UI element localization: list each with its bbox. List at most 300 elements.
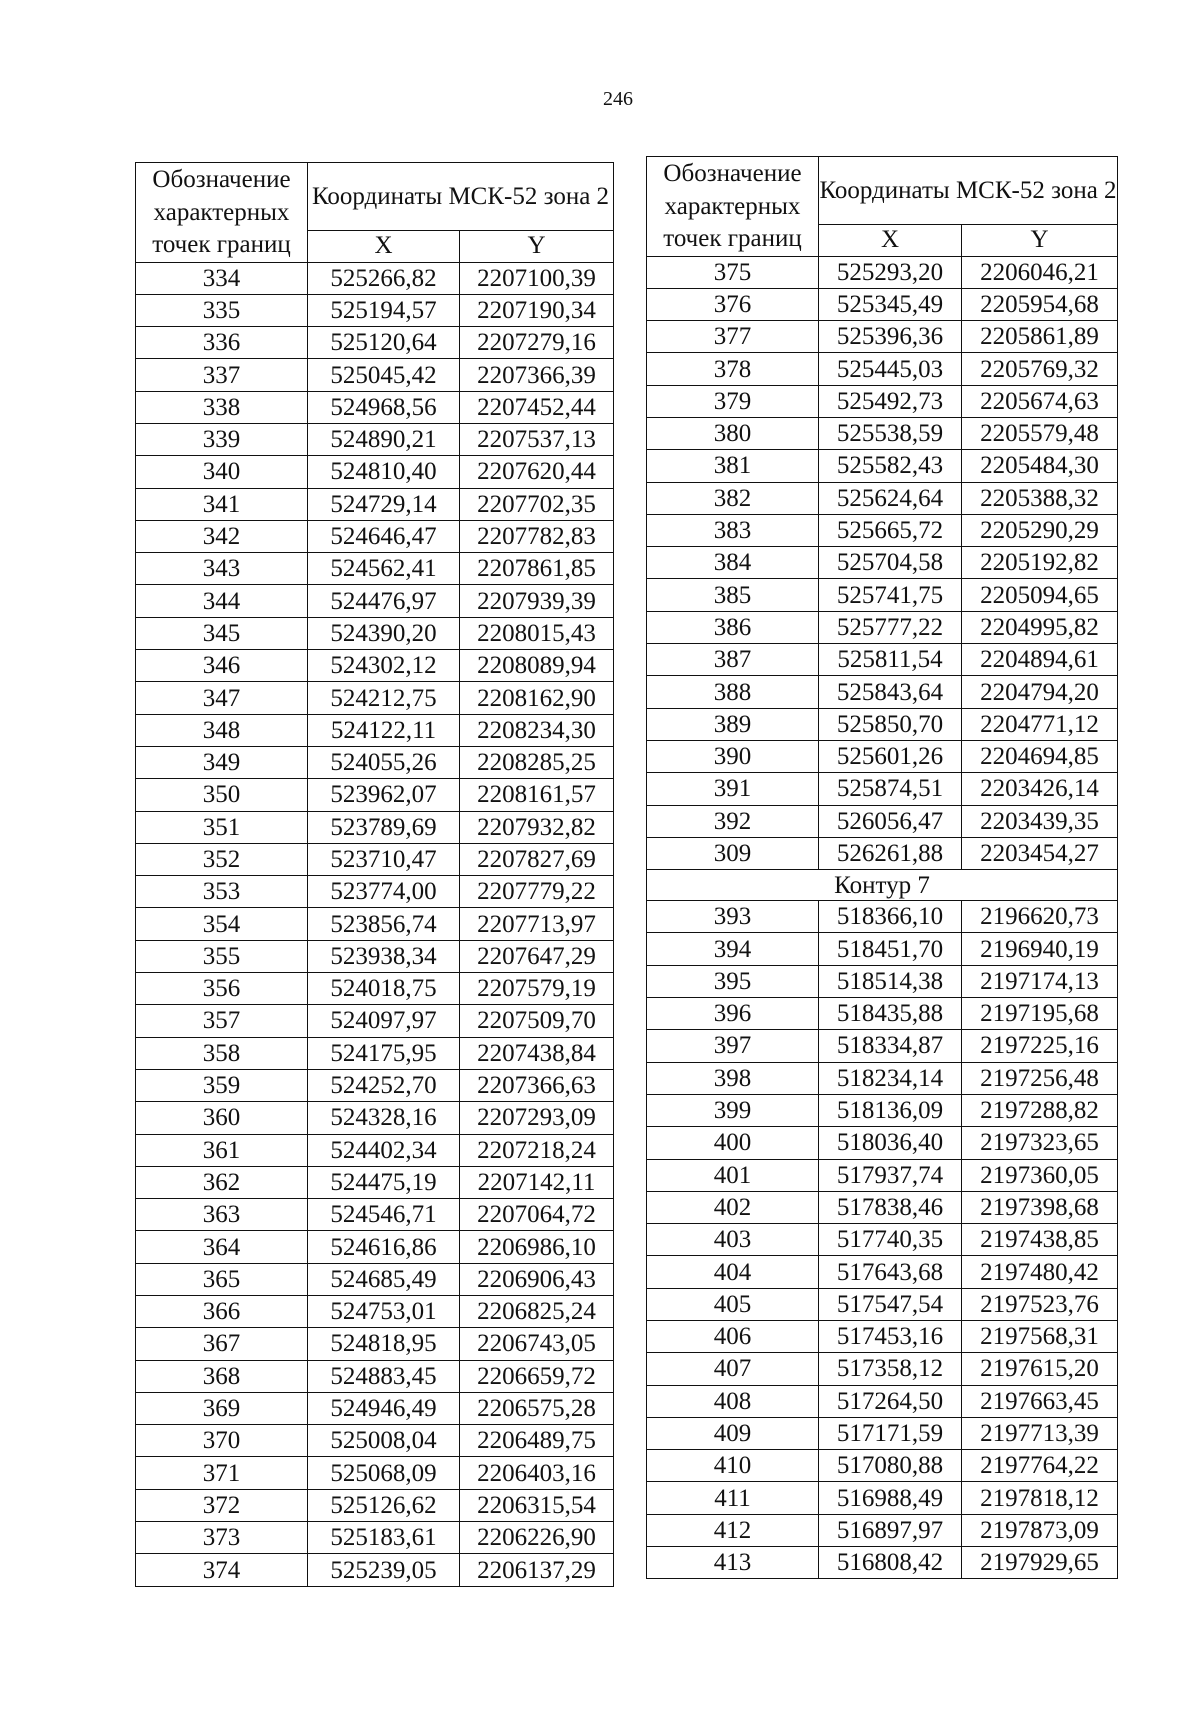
coord-x: 516808,42 [819,1547,962,1579]
coord-y: 2207452,44 [460,391,614,423]
point-number: 413 [647,1547,819,1579]
coord-x: 525624,64 [819,482,962,514]
coord-x: 518451,70 [819,933,962,965]
coord-x: 518136,09 [819,1094,962,1126]
table-row [136,1457,614,1489]
coord-y: 2207647,29 [460,940,614,972]
coord-x: 525874,51 [819,773,962,805]
coord-x: 523856,74 [308,908,460,940]
coord-x: 518366,10 [819,901,962,933]
coord-x: 525777,22 [819,611,962,643]
coord-x: 524646,47 [308,520,460,552]
table-row [647,1288,1118,1320]
table-row [647,1062,1118,1094]
coord-y: 2206403,16 [460,1457,614,1489]
point-number: 335 [136,294,308,326]
coord-y: 2197323,65 [962,1127,1118,1159]
coord-y: 2207939,39 [460,585,614,617]
table-row [136,1425,614,1457]
coord-y: 2204995,82 [962,611,1118,643]
coord-y: 2197288,82 [962,1094,1118,1126]
table-row [136,746,614,778]
table-row [647,1030,1118,1062]
point-number: 351 [136,811,308,843]
table-row [136,1231,614,1263]
point-number: 309 [647,837,819,869]
coord-y: 2206046,21 [962,256,1118,288]
coord-y: 2197174,13 [962,965,1118,997]
point-number: 347 [136,682,308,714]
coord-y: 2207218,24 [460,1134,614,1166]
coordinates-table-left [135,162,614,1587]
table-row [136,1522,614,1554]
coord-x: 518435,88 [819,998,962,1030]
table-row [136,1134,614,1166]
coord-x: 526056,47 [819,805,962,837]
coord-x: 525665,72 [819,514,962,546]
coord-x: 524890,21 [308,423,460,455]
point-number: 399 [647,1094,819,1126]
coord-x: 516988,49 [819,1482,962,1514]
point-number: 341 [136,488,308,520]
coord-x: 525850,70 [819,708,962,740]
coord-x: 524390,20 [308,617,460,649]
header-designation: Обозначение характерных точек границ [647,157,819,257]
table-row [136,940,614,972]
table-row [647,837,1118,869]
point-number: 380 [647,417,819,449]
contour-row [647,870,1118,901]
coord-x: 517264,50 [819,1385,962,1417]
page-number: 246 [603,88,633,110]
table-row [647,644,1118,676]
coord-y: 2207579,19 [460,973,614,1005]
table-row [136,262,614,294]
header-col-y: Y [460,230,614,262]
coord-x: 524302,12 [308,650,460,682]
point-number: 361 [136,1134,308,1166]
coord-x: 518334,87 [819,1030,962,1062]
coord-y: 2197764,22 [962,1450,1118,1482]
coord-y: 2207438,84 [460,1037,614,1069]
table-row [647,805,1118,837]
table-row [647,1127,1118,1159]
table-row [136,520,614,552]
coord-x: 525811,54 [819,644,962,676]
point-number: 375 [647,256,819,288]
table-row [647,1385,1118,1417]
table-row [136,811,614,843]
point-number: 343 [136,553,308,585]
point-number: 336 [136,327,308,359]
table-row [136,908,614,940]
coord-x: 523962,07 [308,779,460,811]
point-number: 406 [647,1321,819,1353]
table-row [136,1489,614,1521]
coord-y: 2208015,43 [460,617,614,649]
table-row [647,1353,1118,1385]
point-number: 410 [647,1450,819,1482]
coord-x: 524328,16 [308,1102,460,1134]
coord-x: 525396,36 [819,321,962,353]
contour-section [647,870,1118,901]
coord-x: 525704,58 [819,547,962,579]
coord-y: 2206489,75 [460,1425,614,1457]
coord-y: 2207861,85 [460,553,614,585]
point-number: 382 [647,482,819,514]
table-row [647,965,1118,997]
coord-x: 526261,88 [819,837,962,869]
point-number: 383 [647,514,819,546]
table-body-right-a [647,256,1118,870]
table-row [647,514,1118,546]
point-number: 390 [647,740,819,772]
coord-x: 525345,49 [819,288,962,320]
coord-y: 2197818,12 [962,1482,1118,1514]
coord-x: 525194,57 [308,294,460,326]
point-number: 402 [647,1191,819,1223]
table-row [647,1094,1118,1126]
coord-y: 2197225,16 [962,1030,1118,1062]
coord-x: 525183,61 [308,1522,460,1554]
coord-x: 524968,56 [308,391,460,423]
table-row [647,901,1118,933]
point-number: 356 [136,973,308,1005]
coord-y: 2197929,65 [962,1547,1118,1579]
coord-y: 2207620,44 [460,456,614,488]
table-row [136,650,614,682]
coord-x: 517740,35 [819,1224,962,1256]
coord-y: 2207293,09 [460,1102,614,1134]
table-row [136,1005,614,1037]
coord-x: 518514,38 [819,965,962,997]
header-coords-title: Координаты МСК-52 зона 2 [308,163,614,231]
point-number: 396 [647,998,819,1030]
point-number: 353 [136,876,308,908]
coord-y: 2207100,39 [460,262,614,294]
point-number: 400 [647,1127,819,1159]
table-row [647,353,1118,385]
table-row [647,611,1118,643]
point-number: 408 [647,1385,819,1417]
coord-y: 2197523,76 [962,1288,1118,1320]
coord-y: 2208161,57 [460,779,614,811]
coord-x: 525582,43 [819,450,962,482]
coord-y: 2203426,14 [962,773,1118,805]
point-number: 398 [647,1062,819,1094]
coord-x: 524883,45 [308,1360,460,1392]
table-row [136,714,614,746]
coord-x: 524097,97 [308,1005,460,1037]
coord-x: 525266,82 [308,262,460,294]
coord-y: 2196620,73 [962,901,1118,933]
point-number: 401 [647,1159,819,1191]
coord-x: 517643,68 [819,1256,962,1288]
table-row [136,843,614,875]
coord-y: 2204771,12 [962,708,1118,740]
coord-y: 2207932,82 [460,811,614,843]
coord-x: 524122,11 [308,714,460,746]
point-number: 346 [136,650,308,682]
coord-y: 2197873,09 [962,1514,1118,1546]
coord-y: 2203454,27 [962,837,1118,869]
coord-y: 2207190,34 [460,294,614,326]
table-row [136,1199,614,1231]
point-number: 367 [136,1328,308,1360]
table-row [647,1159,1118,1191]
table-row [136,1360,614,1392]
table-row [647,256,1118,288]
point-number: 340 [136,456,308,488]
point-number: 394 [647,933,819,965]
coord-y: 2207702,35 [460,488,614,520]
coord-x: 523774,00 [308,876,460,908]
coord-y: 2206906,43 [460,1263,614,1295]
coord-y: 2208285,25 [460,746,614,778]
table-row [136,1166,614,1198]
coord-y: 2205192,82 [962,547,1118,579]
table-row [136,1554,614,1586]
point-number: 371 [136,1457,308,1489]
coord-x: 524018,75 [308,973,460,1005]
coord-y: 2205674,63 [962,385,1118,417]
header-col-y: Y [962,224,1118,256]
coord-y: 2206825,24 [460,1296,614,1328]
table-body-left [136,262,614,1586]
point-number: 372 [136,1489,308,1521]
table-row [136,1037,614,1069]
coord-y: 2206659,72 [460,1360,614,1392]
coord-y: 2203439,35 [962,805,1118,837]
table-row [136,553,614,585]
table-row [647,1450,1118,1482]
coord-y: 2205579,48 [962,417,1118,449]
table-row [136,585,614,617]
coord-x: 524212,75 [308,682,460,714]
point-number: 386 [647,611,819,643]
point-number: 388 [647,676,819,708]
point-number: 339 [136,423,308,455]
coord-x: 525126,62 [308,1489,460,1521]
coord-y: 2206226,90 [460,1522,614,1554]
coord-y: 2197360,05 [962,1159,1118,1191]
point-number: 404 [647,1256,819,1288]
coord-x: 523710,47 [308,843,460,875]
point-number: 349 [136,746,308,778]
coord-x: 525741,75 [819,579,962,611]
point-number: 403 [647,1224,819,1256]
point-number: 357 [136,1005,308,1037]
coord-y: 2204894,61 [962,644,1118,676]
point-number: 391 [647,773,819,805]
table-row [647,998,1118,1030]
point-number: 409 [647,1417,819,1449]
coord-x: 525293,20 [819,256,962,288]
coord-y: 2205954,68 [962,288,1118,320]
coord-y: 2196940,19 [962,933,1118,965]
coord-y: 2197256,48 [962,1062,1118,1094]
table-row [647,1321,1118,1353]
header-coords-title: Координаты МСК-52 зона 2 [819,157,1118,225]
point-number: 385 [647,579,819,611]
table-row [647,740,1118,772]
coord-x: 524252,70 [308,1069,460,1101]
coord-y: 2207366,63 [460,1069,614,1101]
table-row [136,876,614,908]
coord-y: 2207366,39 [460,359,614,391]
table-row [647,288,1118,320]
coord-y: 2206986,10 [460,1231,614,1263]
point-number: 344 [136,585,308,617]
table-row [136,1296,614,1328]
coord-y: 2207713,97 [460,908,614,940]
coord-y: 2207537,13 [460,423,614,455]
header-col-x: X [819,224,962,256]
coord-y: 2206137,29 [460,1554,614,1586]
point-number: 369 [136,1392,308,1424]
coord-y: 2206743,05 [460,1328,614,1360]
point-number: 393 [647,901,819,933]
coord-y: 2207782,83 [460,520,614,552]
coord-x: 524055,26 [308,746,460,778]
point-number: 407 [647,1353,819,1385]
coord-x: 524475,19 [308,1166,460,1198]
point-number: 338 [136,391,308,423]
table-row [136,1263,614,1295]
coord-y: 2197398,68 [962,1191,1118,1223]
coord-x: 518036,40 [819,1127,962,1159]
coord-x: 518234,14 [819,1062,962,1094]
coord-y: 2208234,30 [460,714,614,746]
coord-y: 2205388,32 [962,482,1118,514]
coord-y: 2204694,85 [962,740,1118,772]
point-number: 364 [136,1231,308,1263]
table-row [647,482,1118,514]
point-number: 334 [136,262,308,294]
point-number: 342 [136,520,308,552]
coord-x: 517838,46 [819,1191,962,1223]
table-row [136,682,614,714]
coord-y: 2207142,11 [460,1166,614,1198]
coord-y: 2207509,70 [460,1005,614,1037]
coord-y: 2197615,20 [962,1353,1118,1385]
table-row [647,579,1118,611]
point-number: 381 [647,450,819,482]
table-row [647,547,1118,579]
table-row [647,1191,1118,1223]
table-row [647,321,1118,353]
point-number: 360 [136,1102,308,1134]
coord-y: 2208162,90 [460,682,614,714]
coord-x: 517080,88 [819,1450,962,1482]
table-row [136,973,614,1005]
coord-x: 524616,86 [308,1231,460,1263]
coord-y: 2207779,22 [460,876,614,908]
point-number: 354 [136,908,308,940]
point-number: 345 [136,617,308,649]
coord-x: 525239,05 [308,1554,460,1586]
table-row [647,1256,1118,1288]
coord-y: 2205094,65 [962,579,1118,611]
coord-y: 2206575,28 [460,1392,614,1424]
point-number: 392 [647,805,819,837]
coord-x: 524546,71 [308,1199,460,1231]
point-number: 395 [647,965,819,997]
point-number: 370 [136,1425,308,1457]
point-number: 363 [136,1199,308,1231]
point-number: 348 [136,714,308,746]
point-number: 389 [647,708,819,740]
coordinates-table-right [646,156,1118,1579]
coord-x: 525068,09 [308,1457,460,1489]
point-number: 405 [647,1288,819,1320]
coord-x: 524729,14 [308,488,460,520]
point-number: 366 [136,1296,308,1328]
table-row [647,773,1118,805]
coord-y: 2197480,42 [962,1256,1118,1288]
point-number: 352 [136,843,308,875]
header-designation: Обозначение характерных точек границ [136,163,308,263]
table-row [136,779,614,811]
table-body-right-b [647,901,1118,1579]
coord-y: 2206315,54 [460,1489,614,1521]
table-row [647,417,1118,449]
coord-y: 2204794,20 [962,676,1118,708]
coord-x: 517358,12 [819,1353,962,1385]
point-number: 412 [647,1514,819,1546]
point-number: 373 [136,1522,308,1554]
table-row [136,423,614,455]
table-row [136,1328,614,1360]
coord-x: 524175,95 [308,1037,460,1069]
coord-y: 2197438,85 [962,1224,1118,1256]
table-row [136,1102,614,1134]
coord-y: 2208089,94 [460,650,614,682]
coord-y: 2207064,72 [460,1199,614,1231]
point-number: 376 [647,288,819,320]
table-row [136,617,614,649]
coord-x: 516897,97 [819,1514,962,1546]
coord-x: 525045,42 [308,359,460,391]
table-row [136,359,614,391]
point-number: 368 [136,1360,308,1392]
table-row [647,1547,1118,1579]
point-number: 359 [136,1069,308,1101]
coord-x: 525120,64 [308,327,460,359]
header-col-x: X [308,230,460,262]
coord-x: 525445,03 [819,353,962,385]
point-number: 365 [136,1263,308,1295]
point-number: 379 [647,385,819,417]
table-row [647,450,1118,482]
coord-x: 524946,49 [308,1392,460,1424]
point-number: 355 [136,940,308,972]
point-number: 384 [647,547,819,579]
point-number: 378 [647,353,819,385]
point-number: 387 [647,644,819,676]
coord-x: 517547,54 [819,1288,962,1320]
coord-x: 517453,16 [819,1321,962,1353]
coord-x: 524562,41 [308,553,460,585]
coord-x: 524685,49 [308,1263,460,1295]
point-number: 377 [647,321,819,353]
coord-x: 517171,59 [819,1417,962,1449]
point-number: 411 [647,1482,819,1514]
coord-x: 524753,01 [308,1296,460,1328]
coord-y: 2205290,29 [962,514,1118,546]
coord-x: 525843,64 [819,676,962,708]
point-number: 397 [647,1030,819,1062]
